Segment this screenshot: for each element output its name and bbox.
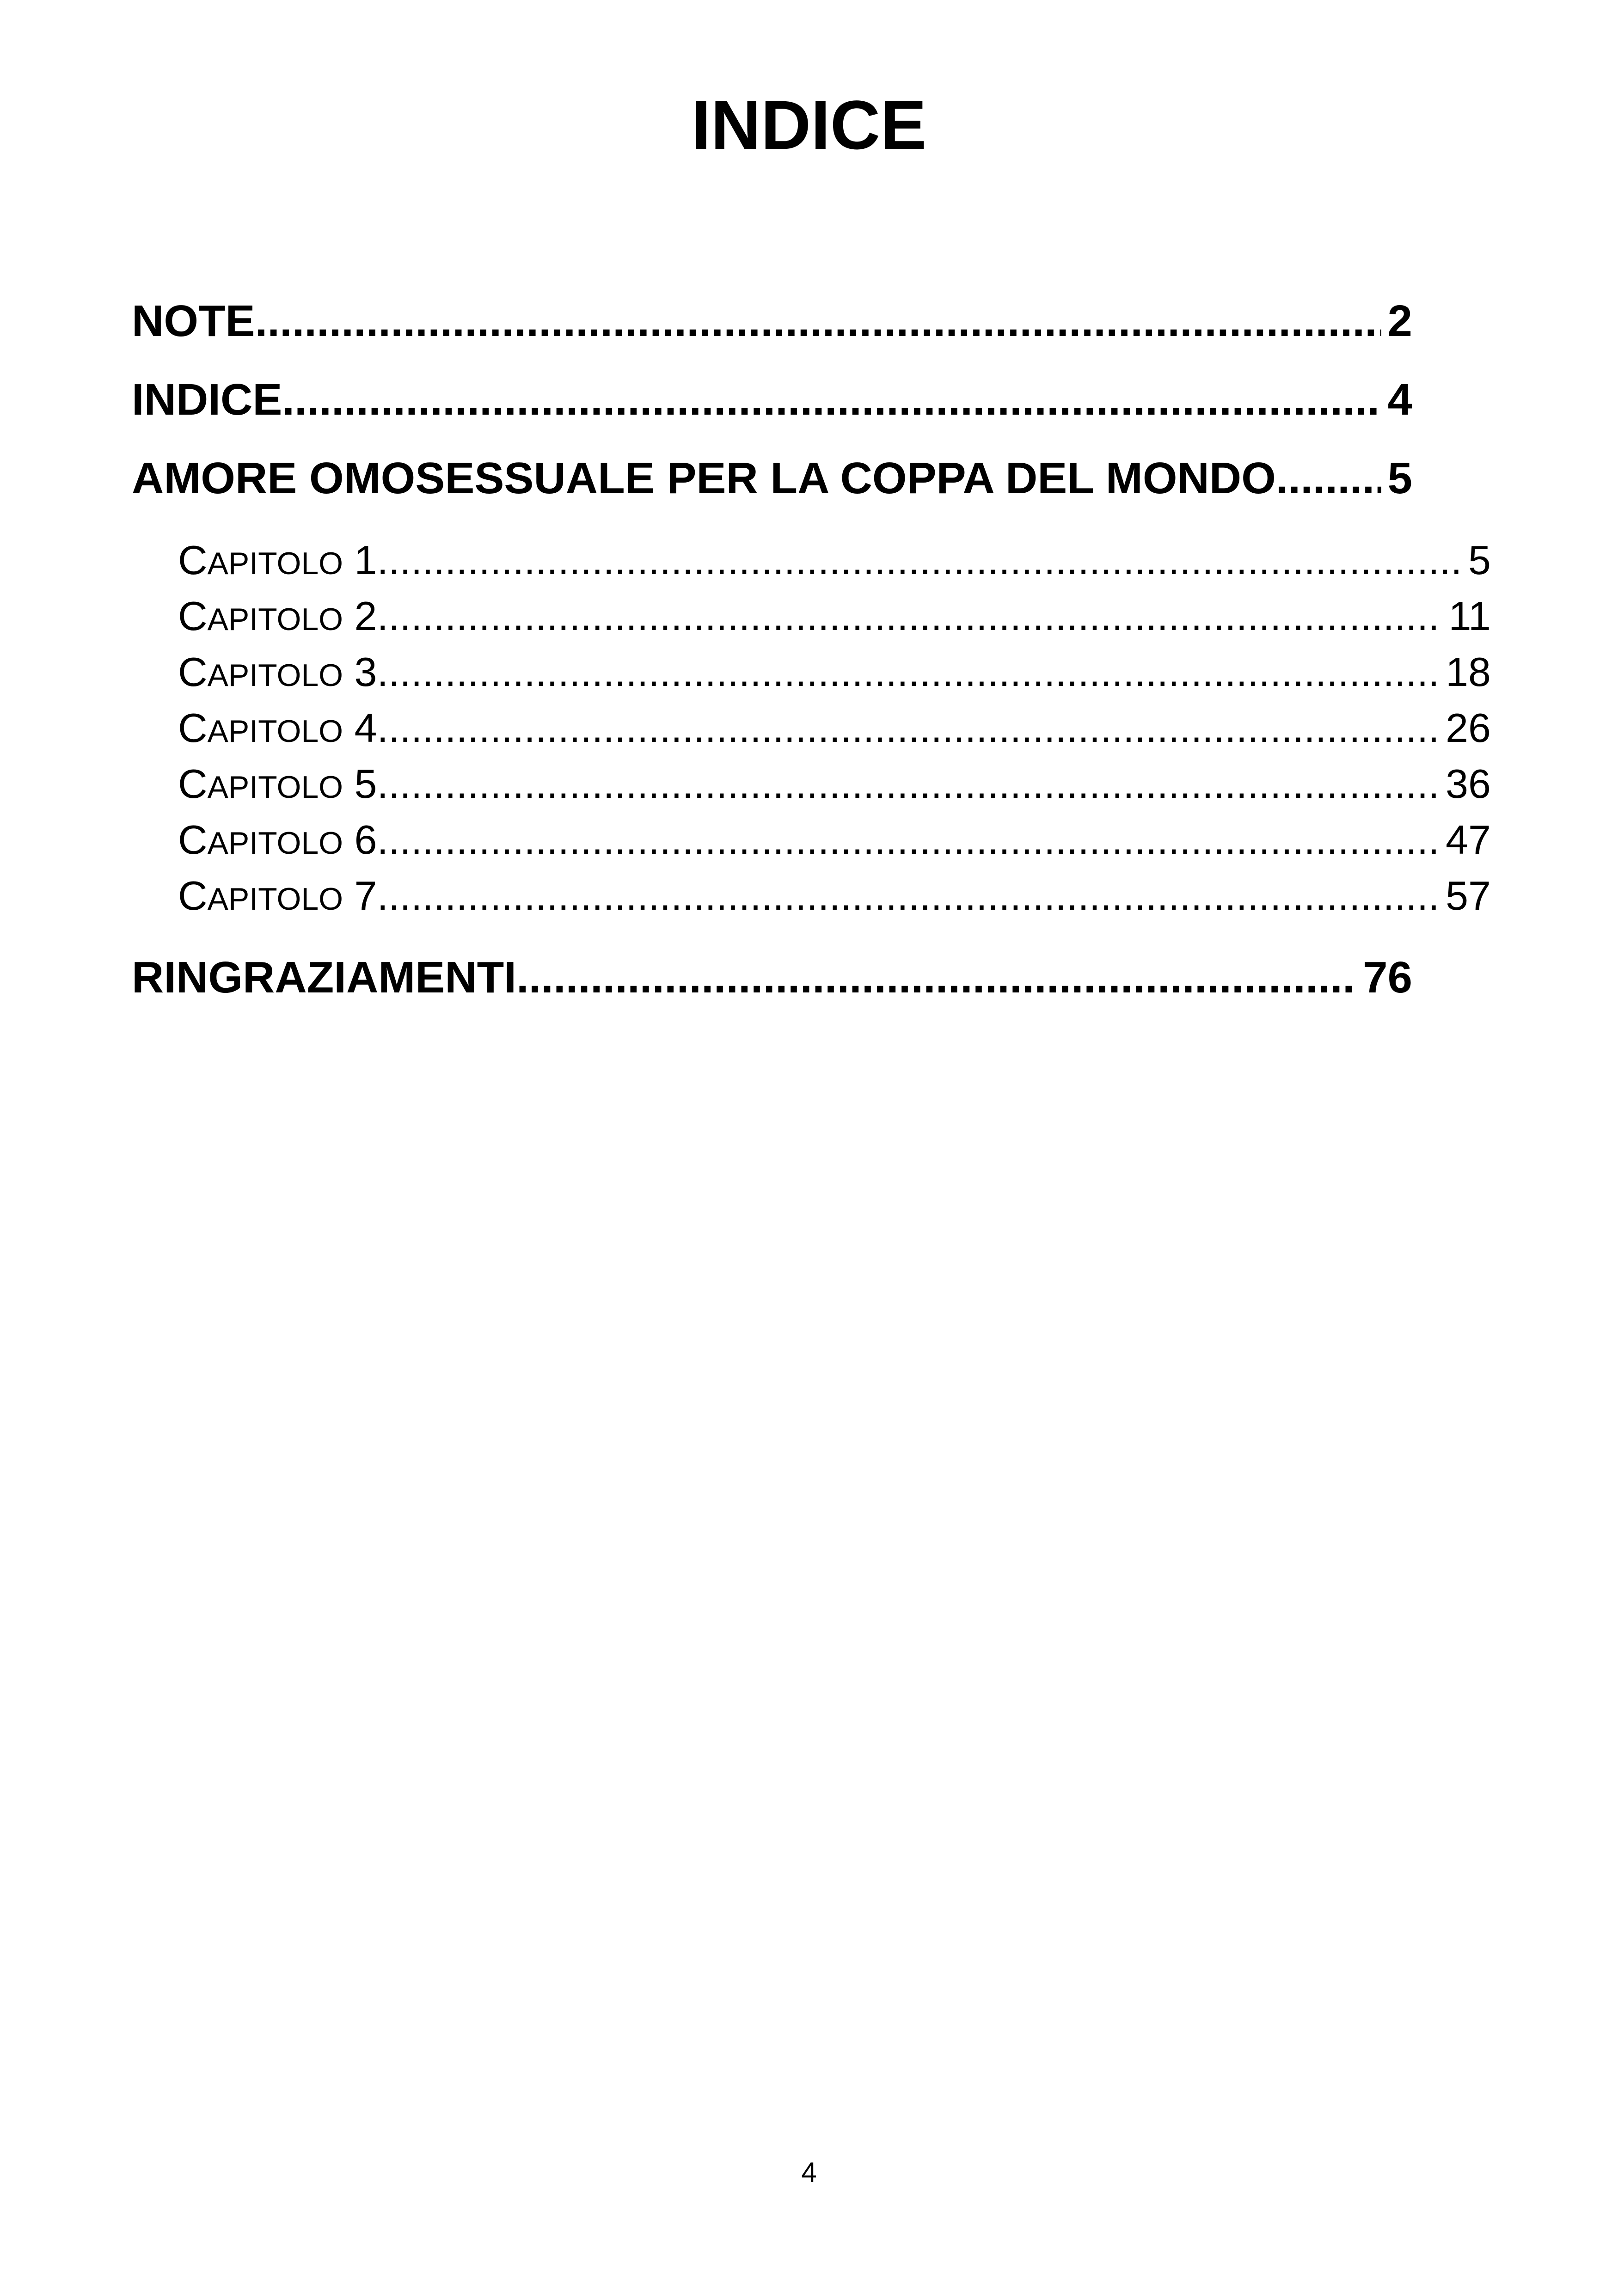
toc-chapter-2[interactable]	[178, 588, 1491, 644]
toc-page-number: 5	[1387, 453, 1412, 503]
toc-chapter-label: CAPITOLO 7	[178, 873, 377, 918]
toc-dot-leader	[377, 700, 1437, 756]
toc-entry-indice[interactable]	[132, 370, 1412, 430]
toc-entry-amore[interactable]	[132, 448, 1412, 508]
toc-dot-leader	[377, 868, 1437, 924]
toc-dot-leader	[377, 644, 1437, 700]
toc-chapter-label: CAPITOLO 6	[178, 817, 377, 863]
toc-chapter-4[interactable]	[178, 700, 1491, 756]
toc-chapter-5[interactable]	[178, 756, 1491, 812]
toc-dot-leader	[377, 756, 1437, 812]
toc-page-number: 47	[1446, 817, 1491, 863]
toc-dot-leader	[255, 291, 1381, 351]
toc-page-number: 57	[1446, 873, 1491, 918]
toc-page-number: 26	[1446, 705, 1491, 751]
toc-page-number: 5	[1468, 537, 1491, 583]
toc-entry-label: AMORE OMOSESSUALE PER LA COPPA DEL MONDO	[132, 453, 1276, 503]
toc-dot-leader	[377, 812, 1437, 868]
toc-dot-leader	[1276, 448, 1381, 508]
toc-entry-ringraziamenti[interactable]	[132, 948, 1412, 1008]
toc-dot-leader	[282, 370, 1381, 430]
toc-page-number: 11	[1448, 593, 1491, 639]
toc-dot-leader	[377, 533, 1460, 588]
toc-page-number: 76	[1363, 953, 1412, 1002]
toc-entry-label: NOTE	[132, 296, 255, 346]
toc-page-number: 4	[1387, 375, 1412, 424]
toc-page-number: 36	[1446, 761, 1491, 807]
toc-chapter-6[interactable]	[178, 812, 1491, 868]
toc-page-number: 18	[1446, 649, 1491, 695]
toc-dot-leader	[377, 588, 1440, 644]
toc-chapter-label: CAPITOLO 1	[178, 537, 377, 583]
toc-entry-note[interactable]	[132, 291, 1412, 351]
toc-chapter-label: CAPITOLO 2	[178, 593, 377, 639]
toc-chapter-label: CAPITOLO 5	[178, 761, 377, 807]
toc-page-number: 2	[1387, 296, 1412, 346]
page-title: INDICE	[691, 86, 927, 164]
page-number: 4	[801, 2157, 817, 2188]
toc-entry-label: INDICE	[132, 375, 282, 424]
toc-chapter-label: CAPITOLO 3	[178, 649, 377, 695]
toc-chapter-7[interactable]	[178, 868, 1491, 924]
toc-chapter-3[interactable]	[178, 644, 1491, 700]
toc-chapter-1[interactable]	[178, 533, 1491, 588]
toc-dot-leader	[516, 948, 1356, 1008]
toc-entry-label: RINGRAZIAMENTI	[132, 953, 516, 1002]
toc-chapter-label: CAPITOLO 4	[178, 705, 377, 751]
